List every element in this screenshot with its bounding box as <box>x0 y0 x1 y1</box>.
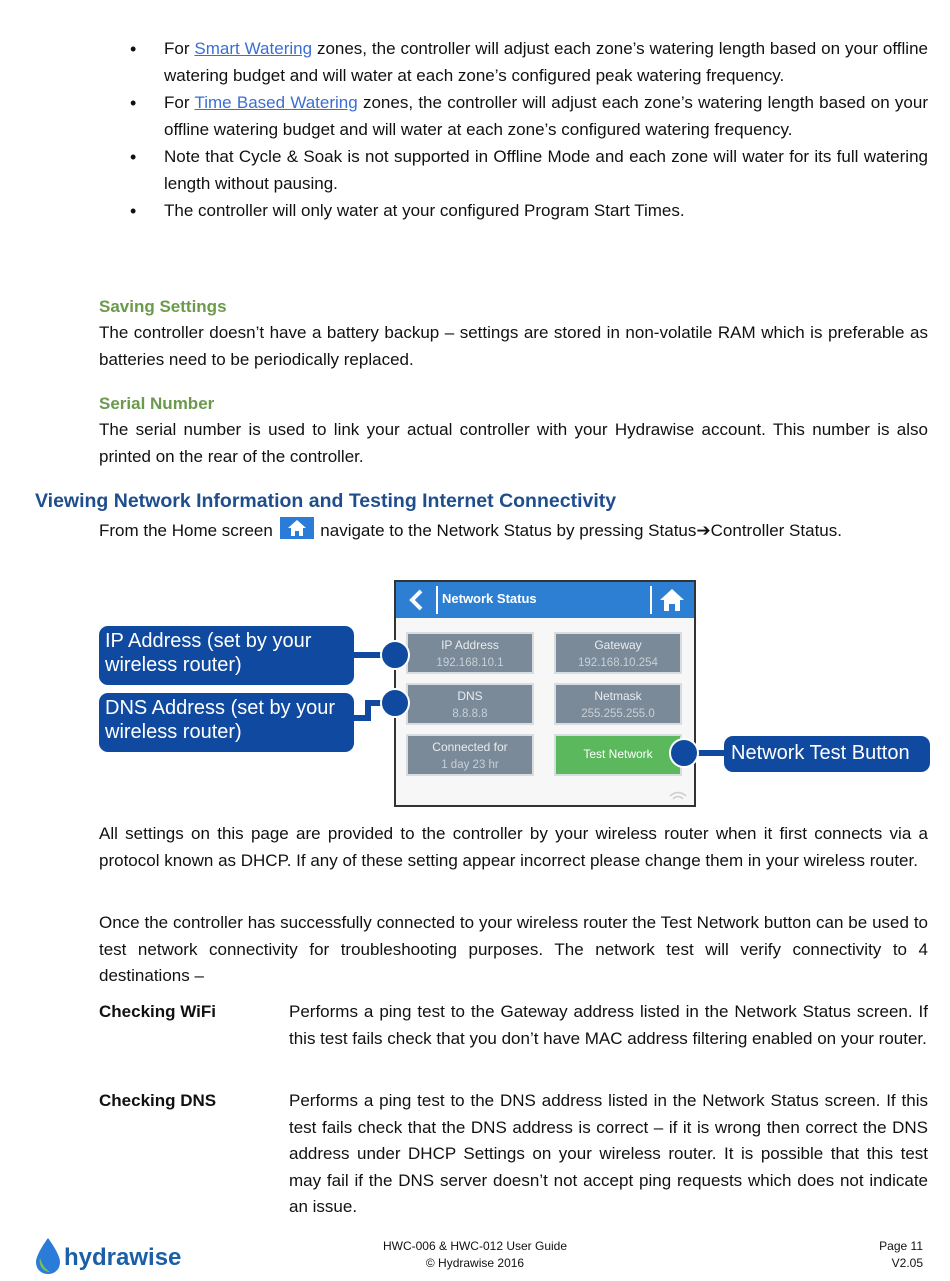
arrow-icon: ➔ <box>696 521 711 540</box>
bullet-text: zones, the controller will adjust each zone’s watering length based on your offline watering budget and will water at each zone’s configured peak watering frequency. <box>164 39 928 85</box>
network-test-callout: Network Test Button <box>724 736 930 772</box>
wifi-icon <box>668 790 688 802</box>
list-item: • The controller will only water at your configured Program Start Times. <box>130 198 928 225</box>
test-button-connector <box>668 737 730 769</box>
nav-text: Controller Status. <box>710 521 842 540</box>
definition-term: Checking WiFi <box>99 1002 216 1021</box>
tile-label: Gateway <box>594 638 642 652</box>
smart-watering-link[interactable]: Smart Watering <box>194 39 313 58</box>
page-footer <box>0 1234 950 1278</box>
header-divider <box>436 586 438 614</box>
footer-center <box>0 1238 950 1272</box>
saving-settings-section <box>99 294 928 373</box>
dns-tile <box>406 683 534 725</box>
screen-header <box>396 582 694 618</box>
tile-label: IP Address <box>441 638 499 652</box>
bullet-text: zones, the controller will adjust each zone’s watering length based on your offline watering budget and will water at each zone’s configured watering frequency. <box>164 93 928 139</box>
copyright: © Hydrawise 2016 <box>425 1256 525 1270</box>
home-icon <box>280 517 314 539</box>
dns-address-callout: DNS Address (set by your wireless router) <box>99 693 354 752</box>
offline-mode-bullets <box>130 36 928 226</box>
navigation-instructions <box>99 517 928 545</box>
network-section-heading: Viewing Network Information and Testing Internet Connectivity <box>35 490 617 512</box>
logo-wordmark: hydrawise <box>64 1244 182 1271</box>
test-network-paragraph <box>99 910 928 990</box>
nav-text: From the Home screen <box>99 521 278 540</box>
tile-value: 192.168.10.1 <box>436 657 504 669</box>
definition-checking-wifi <box>99 999 928 1052</box>
list-item <box>130 36 928 89</box>
footer-right <box>879 1238 923 1272</box>
test-network-button[interactable]: Test Network <box>554 734 682 776</box>
serial-number-section <box>99 391 928 470</box>
paragraph-text: All settings on this page are provided to the controller by your wireless router when it first connects via a protocol known as DHCP. If any of these setting appear incorrect please change them in your wireless router. <box>99 824 928 870</box>
bullet-text: For <box>164 93 195 112</box>
callout-connectors <box>350 636 414 726</box>
definition-description: Performs a ping test to the Gateway address listed in the Network Status screen. If this test fails check that you don’t have MAC address filtering enabled on your router. <box>289 1002 928 1048</box>
gateway-tile <box>554 632 682 674</box>
version: V2.05 <box>891 1256 923 1270</box>
definition-description: Performs a ping test to the DNS address listed in the Network Status screen. If this test fails check that the DNS address is correct – if it is wrong then correct the DNS address under DHCP Settings on your wireless router. It is possible that this test may fail if the DNS server doesn’t not accept ping requests which does not indicate an issue. <box>289 1091 928 1216</box>
list-item <box>130 90 928 143</box>
network-status-screen <box>394 580 696 807</box>
dhcp-paragraph <box>99 821 928 874</box>
tile-label: Connected for <box>432 740 508 754</box>
back-arrow-icon[interactable] <box>406 589 428 611</box>
tile-value: 8.8.8.8 <box>452 708 488 720</box>
tile-value: 255.255.255.0 <box>581 708 655 720</box>
header-divider <box>650 586 652 614</box>
ip-address-tile <box>406 632 534 674</box>
tile-value: 1 day 23 hr <box>441 759 499 771</box>
definition-term: Checking DNS <box>99 1091 217 1110</box>
section-heading: Serial Number <box>99 394 215 413</box>
nav-text: navigate to the Network Status by pressing Status <box>315 521 697 540</box>
tile-label: DNS <box>457 689 483 703</box>
guide-title: HWC-006 & HWC-012 User Guide <box>382 1239 568 1253</box>
list-item: • Note that Cycle & Soak is not supported in Offline Mode and each zone will water for its full watering length without pausing. <box>130 144 928 197</box>
bullet-text: For <box>164 39 195 58</box>
section-body: The controller doesn’t have a battery backup – settings are stored in non-volatile RAM which is preferable as batteries need to be periodically replaced. <box>99 323 928 369</box>
nav-paragraph <box>99 517 928 545</box>
screen-title: Network Status <box>442 591 537 606</box>
tile-label: Netmask <box>594 689 642 703</box>
netmask-tile <box>554 683 682 725</box>
page-number: Page 11 <box>879 1239 923 1253</box>
time-based-watering-link[interactable]: Time Based Watering <box>194 93 358 112</box>
definition-checking-dns <box>99 1088 928 1221</box>
section-heading: Saving Settings <box>99 297 227 316</box>
ip-address-callout: IP Address (set by your wireless router) <box>99 626 354 685</box>
connected-for-tile <box>406 734 534 776</box>
section-body: The serial number is used to link your actual controller with your Hydrawise account. This number is also printed on the rear of the controller. <box>99 420 928 466</box>
tile-value: 192.168.10.254 <box>578 657 658 669</box>
home-icon[interactable] <box>658 587 686 613</box>
paragraph-text: Once the controller has successfully connected to your wireless router the Test Network button can be used to test network connectivity for troubleshooting purposes. The network test will verify connectivity to 4 destinations – <box>99 913 928 985</box>
